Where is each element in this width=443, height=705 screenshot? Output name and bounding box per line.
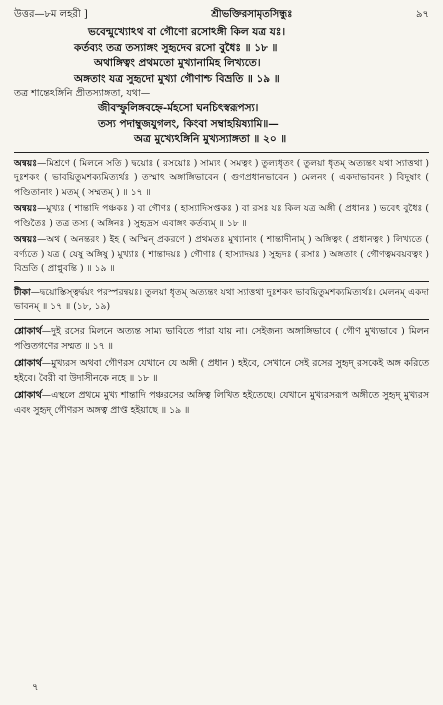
verse-line: কর্তব্যং তত্র তস্যাঙ্গং সুহৃদেব রসো বুধৈঃ ॥ ১৮ ॥ (74, 41, 278, 54)
anvaya-label: অন্বয়ঃ (14, 203, 38, 214)
slokartha-paragraph (14, 388, 429, 418)
anvaya-label: অন্বয়ঃ (14, 234, 38, 245)
tika-label: টীকা (14, 286, 31, 298)
page-header (14, 8, 429, 22)
anvaya-paragraph (14, 202, 429, 231)
anvaya-label: অন্বয়ঃ (14, 157, 38, 169)
anvaya-text: —মিশ্রণে ( মিলনে সতি ) দ্বয়োঃ ( রসয়োঃ ) সাম্যং ( সমত্বং ) তুল্যধৃতং ( তুলয়া ধৃতম্ অত্যন্তং যথা স্যাত্তথা ) দুঃশকং ( ভাবয়িতুমশক্যমিত্যর্থঃ ) তস্মাৎ অঙ্গাঙ্গিভাবেন ( গুণপ্রধানভাবেন ) মেলনং ( একদাভাবনং ) বিদুষাং ( পণ্ডিতানাং ) মতম্ ( সম্মতম্ ) ॥ ১৭ ॥ (14, 157, 429, 198)
anvaya-paragraph (14, 233, 429, 277)
verse-block-2 (14, 101, 429, 148)
verse-line: অথাঙ্গিত্বং প্রথমতো মুখ্যানামিহ লিখ্যতে। (94, 57, 261, 69)
page-number: ৯৭ (416, 9, 429, 20)
verse-line: অত্র মুখ্যেঽঙ্গিনি মুখ্যস্যাঙ্গতা ॥ ২০ ॥ (134, 133, 287, 145)
verse-line: তস্য পদাম্বুজযুগলং, কিংবা সম্বাহয়িষ্যামি॥— (98, 117, 279, 130)
slokartha-label: শ্লোকার্থ (14, 357, 42, 369)
divider (14, 281, 429, 282)
slokartha-label: শ্লোকার্থ (14, 389, 42, 401)
slokartha-text: —এস্থলে প্রথমে মুখ্য শান্তাদি পঞ্চরসের অঙ্গিত্ব লিখিত হইতেছে। যেখানে মুখ্যরসরূপ অঙ্গীতে সুহৃদ্ মুখ্যরস এবং সুহৃদ্ গৌণরস অঙ্গত্ব প্রাপ্ত হইয়াছে ॥ ১৯ ॥ (14, 389, 429, 416)
slokartha-text: —মুখ্যরস অথবা গৌণরস যেখানে যে অঙ্গী ( প্রধান ) হইবে, সেখানে সেই রসের সুহৃদ্ রসকেই অঙ্গ করিতে হইবে। বৈরী বা উদাসীনকে নহে ॥ ১৮ ॥ (14, 357, 429, 384)
anvaya-paragraph (14, 157, 429, 201)
slokartha-paragraph (14, 356, 429, 386)
signature-mark: ৭ (32, 682, 39, 693)
book-title: শ্রীভক্তিরসামৃতসিন্ধুঃ (211, 9, 293, 20)
slokartha-paragraph (14, 324, 429, 354)
tika-text: —দ্বয়োস্তিস্ত্বর্দ্বয়ং পরস্পরন্বয়ঃ। তুলয়া ধৃতম্ অত্যন্তং যথা স্যাত্তথা দুঃশকং ভাবয়িতুমশক্যমিত্যর্থঃ। মেলনম্ একদা ভাবনম্ ॥ ১৭ ॥ (১৮, ১৯) (14, 286, 429, 312)
divider (14, 152, 429, 153)
slokartha-text: —দুই রসের মিলনে অত্যন্ত সাম্য ভাবিতে পারা যায় না। সেইজন্য অঙ্গাঙ্গিভাবে ( গৌণ মুখ্যভাবে ) মিলন পণ্ডিতগণের সম্মত ॥ ১৭ ॥ (14, 325, 429, 352)
tika-paragraph (14, 286, 429, 315)
verse-line: জীবস্ফুলিঙ্গবহ্নে-র্মহসো ঘনচিৎস্বরূপস্য। (98, 102, 259, 114)
anvaya-text: —মুখ্যঃ ( শান্তাদি পঞ্চকঃ ) বা গৌণঃ ( হাস্যাদিসপ্তকঃ ) বা রসঃ যঃ কিল যত্র অঙ্গী ( প্রধানঃ ) ভবেৎ বুধৈঃ ( পণ্ডিতৈঃ ) তত্র তস্য ( অঙ্গিনঃ ) সুহৃদ্রস এবাঙ্গং কর্তব্যম্ ॥ ১৮ ॥ (14, 203, 429, 229)
anvaya-text: —অথ ( অনন্তরং ) ইহ ( অস্মিন্ প্রকরণে ) প্রথমতঃ মুখ্যানাং ( শান্তাদীনাম্ ) অঙ্গিত্বং ( প্রধানত্বং ) লিখ্যতে ( বর্ণ্যতে ) যত্র ( যেষু অঙ্গিষু ) মুখ্যাঃ ( শান্তাদয়ঃ ) গৌণাঃ ( হাস্যাদয়ঃ ) সুহৃদঃ ( রসাঃ ) অঙ্গতাং ( গৌণত্বমবয়বত্বং ) বিভ্রতি ( প্রাপ্নুবন্তি ) ॥ ১৯ ॥ (14, 234, 429, 274)
divider (14, 319, 429, 320)
verse-line: অঙ্গতাং যত্র সুহৃদো মুখ্যা গৌণাশ্চ বিভ্রতি ॥ ১৯ ॥ (74, 72, 280, 85)
verse-intro: তত্র শান্তেঽঙ্গিনি প্রীতস্যাঙ্গতা, যথা— (14, 88, 151, 99)
slokartha-label: শ্লোকার্থ (14, 325, 42, 337)
verse-line: ভবেন্মুখ্যোঽথ বা গৌণো রসোঽঙ্গী কিল যত্র যঃ। (88, 26, 286, 38)
chapter-heading: উত্তর—৮ম লহরী ] (14, 9, 88, 20)
verse-block-1 (14, 25, 429, 87)
